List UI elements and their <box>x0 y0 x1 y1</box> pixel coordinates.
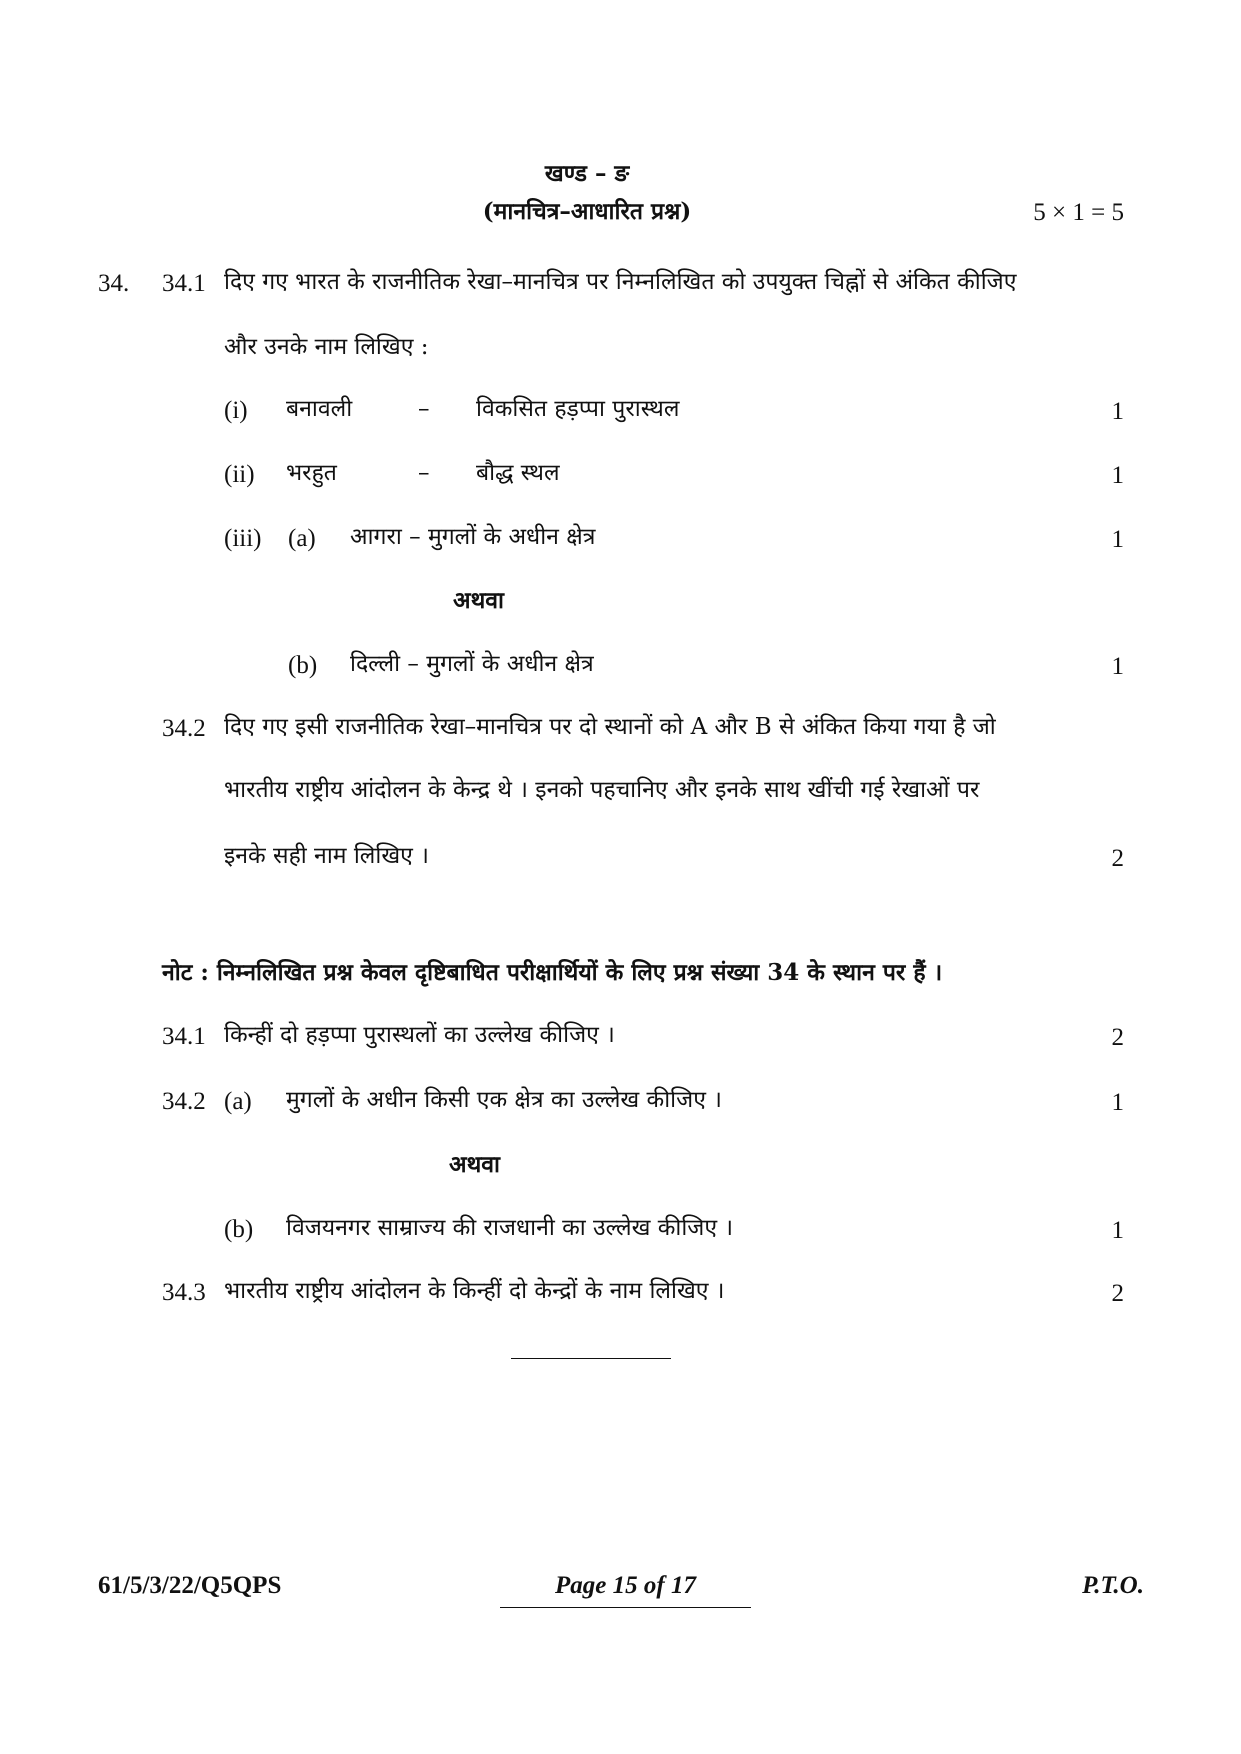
or-label: अथवा <box>449 1151 501 1178</box>
or-label: अथवा <box>453 587 505 614</box>
option-text: आगरा – मुगलों के अधीन क्षेत्र <box>350 524 596 550</box>
part-number: 34.3 <box>162 1279 206 1306</box>
section-title: खण्ड – ङ <box>544 160 630 187</box>
option-text: मुगलों के अधीन किसी एक क्षेत्र का उल्लेख कीजिए । <box>286 1087 722 1113</box>
option-text: दिल्ली – मुगलों के अधीन क्षेत्र <box>350 651 594 677</box>
question-text: किन्हीं दो हड़प्पा पुरास्थलों का उल्लेख कीजिए । <box>224 1022 615 1048</box>
item-desc: बौद्ध स्थल <box>476 460 560 486</box>
item-marks: 1 <box>1111 398 1124 425</box>
note-text: नोट : निम्नलिखित प्रश्न केवल दृष्टिबाधित परीक्षार्थियों के लिए प्रश्न संख्या 34 के स्थान पर हैं । <box>162 959 943 986</box>
item-place: बनावली <box>286 396 353 422</box>
option-label: (a) <box>224 1088 252 1115</box>
item-place: भरहुत <box>286 460 337 486</box>
option-marks: 1 <box>1111 526 1124 553</box>
option-marks: 1 <box>1111 1089 1124 1116</box>
item-dash: – <box>418 460 430 486</box>
question-text: भारतीय राष्ट्रीय आंदोलन के किन्हीं दो केन्द्रों के नाम लिखिए । <box>224 1278 725 1304</box>
pto-label: P.T.O. <box>1082 1572 1144 1599</box>
option-marks: 1 <box>1111 1217 1124 1244</box>
item-label: (ii) <box>224 461 255 488</box>
question-text: दिए गए भारत के राजनीतिक रेखा–मानचित्र पर निम्नलिखित को उपयुक्त चिह्नों से अंकित कीजिए <box>224 269 1017 295</box>
page-number: Page 15 of 17 <box>555 1572 696 1599</box>
page-underline <box>500 1607 751 1608</box>
question-number: 34. <box>98 270 130 297</box>
option-marks: 1 <box>1111 653 1124 680</box>
part-marks: 2 <box>1111 1280 1124 1307</box>
section-subtitle: (मानचित्र–आधारित प्रश्न) <box>482 198 692 225</box>
part-number: 34.1 <box>162 270 206 297</box>
part-marks: 2 <box>1111 1024 1124 1051</box>
question-text: इनके सही नाम लिखिए । <box>224 843 429 869</box>
option-label: (a) <box>288 525 316 552</box>
question-text: और उनके नाम लिखिए : <box>224 334 429 360</box>
option-text: विजयनगर साम्राज्य की राजधानी का उल्लेख कीजिए । <box>286 1215 734 1241</box>
question-text: भारतीय राष्ट्रीय आंदोलन के केन्द्र थे । इनको पहचानिए और इनके साथ खींची गई रेखाओं पर <box>224 777 980 803</box>
paper-code: 61/5/3/22/Q5QPS <box>98 1572 282 1599</box>
item-dash: – <box>418 396 430 422</box>
part-number: 34.2 <box>162 715 206 742</box>
question-text: दिए गए इसी राजनीतिक रेखा–मानचित्र पर दो स्थानों को A और B से अंकित किया गया है जो <box>224 714 996 740</box>
part-number: 34.2 <box>162 1088 206 1115</box>
item-desc: विकसित हड़प्पा पुरास्थल <box>476 396 680 422</box>
item-label: (iii) <box>224 525 262 552</box>
section-marks: 5 × 1 = 5 <box>1033 199 1124 226</box>
part-marks: 2 <box>1111 845 1124 872</box>
item-marks: 1 <box>1111 462 1124 489</box>
part-number: 34.1 <box>162 1023 206 1050</box>
end-divider <box>511 1358 671 1359</box>
option-label: (b) <box>288 652 318 679</box>
item-label: (i) <box>224 397 248 424</box>
option-label: (b) <box>224 1216 254 1243</box>
